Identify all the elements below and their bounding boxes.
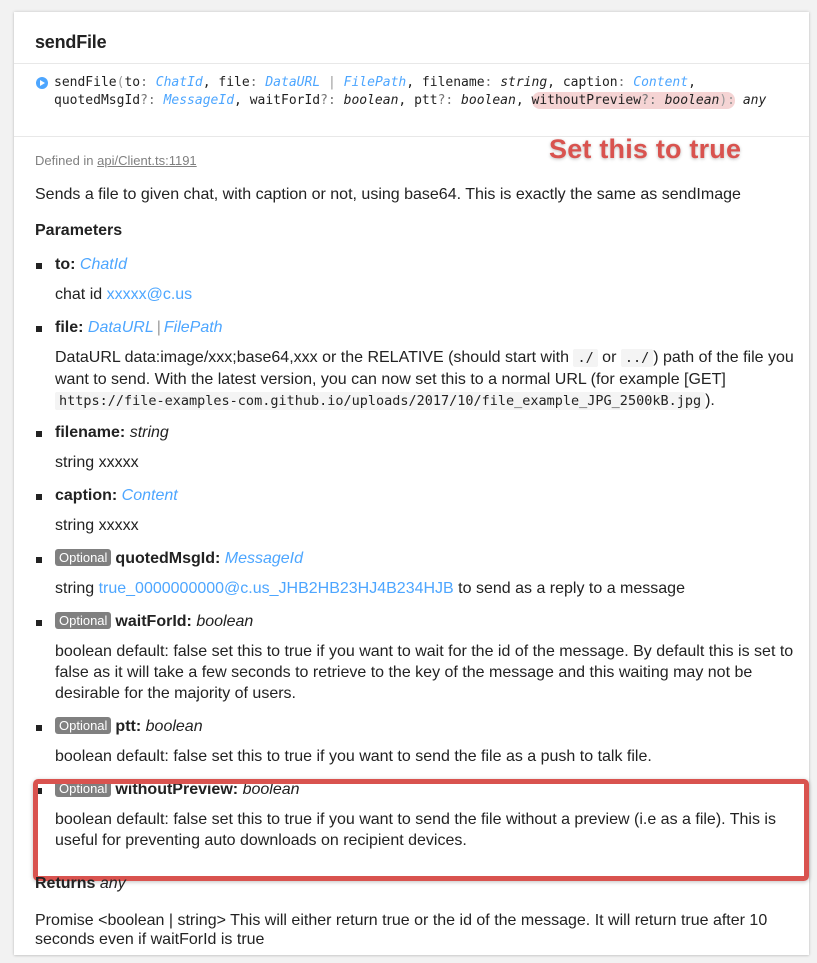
bullet-icon — [36, 494, 42, 500]
chat-id-link[interactable]: xxxxx@c.us — [106, 286, 193, 303]
bullet-icon — [36, 557, 42, 563]
sig-type-link[interactable]: DataURL — [265, 75, 321, 90]
param-caption: caption: Content string xxxxx — [35, 486, 795, 536]
type-link[interactable]: Content — [121, 487, 178, 504]
param-quotedMsgId: Optional quotedMsgId: MessageId string true_0000000000@c.us_JHB2HB23HJ4B234HJB to send as a reply to a message — [35, 549, 795, 599]
method-signature: sendFile(to: ChatId, file: DataURL | FilePath, filename: string, caption: Content, quotedMsgId?: MessageId, waitForId?: boolean, ptt?: boolean, withoutPreview?: boolean): any — [54, 75, 767, 108]
page-title: sendFile — [35, 32, 107, 52]
defined-in: Defined in api/Client.ts:1191 — [35, 153, 197, 168]
sig-return-type: any — [742, 92, 767, 108]
optional-badge: Optional — [55, 717, 111, 734]
message-id-link[interactable]: true_0000000000@c.us_JHB2HB23HJ4B234HJB — [98, 580, 454, 597]
param-ptt: Optional ptt: boolean boolean default: false set this to true if you want to send the file as a push to talk file. — [35, 717, 795, 767]
divider — [14, 63, 809, 64]
method-icon — [36, 77, 48, 89]
type-link[interactable]: ChatId — [79, 256, 128, 273]
param-to: to: ChatId chat id xxxxx@c.us — [35, 255, 795, 305]
annotation-callout: Set this to true — [549, 134, 742, 164]
method-description: Sends a file to given chat, with caption or not, using base64. This is exactly the same as sendImage — [35, 186, 741, 203]
bullet-icon — [36, 431, 42, 437]
source-link[interactable]: api/Client.ts:1191 — [97, 153, 197, 168]
sig-type-link[interactable]: Content — [633, 75, 689, 90]
sig-type-link[interactable]: FilePath — [343, 75, 407, 90]
param-filename: filename: string string xxxxx — [35, 423, 795, 473]
parameters-heading: Parameters — [35, 222, 123, 239]
optional-badge: Optional — [55, 780, 111, 797]
type-link[interactable]: FilePath — [163, 319, 223, 336]
bullet-icon — [36, 788, 42, 794]
sig-fn-name: sendFile — [54, 75, 117, 90]
signature-highlight: withoutPreview?: boolean): — [531, 92, 736, 108]
type-link[interactable]: DataURL — [87, 319, 154, 336]
bullet-icon — [36, 263, 42, 269]
param-file: file: DataURL | FilePath DataURL data:image/xxx;base64,xxx or the RELATIVE (should start with ./ or ../ ) path of the file you want to send. With the latest version, you can now set this to a normal URL (for example [GET] https://file-examples-com.github.io/uploads/2017/10/file_example_JPG_2500kB.jpg ). — [35, 318, 795, 412]
param-withoutPreview: Optional withoutPreview: boolean boolean default: false set this to true if you want to send the file without a preview (i.e as a file). This is useful for preventing auto downloads on recipient devices. — [35, 780, 795, 851]
bullet-icon — [36, 326, 42, 332]
doc-panel — [14, 12, 809, 955]
bullet-icon — [36, 725, 42, 731]
returns-heading: Returns any — [35, 875, 126, 892]
param-waitForId: Optional waitForId: boolean boolean default: false set this to true if you want to wait for the id of the message. By default this is set to false as it will take a few seconds to retrieve to the key of the message and this waiting may not be desirable for the majority of users. — [35, 612, 795, 704]
sig-type-link[interactable]: MessageId — [163, 92, 235, 108]
bullet-icon — [36, 620, 42, 626]
optional-badge: Optional — [55, 612, 111, 629]
returns-description: Promise <boolean | string> This will either return true or the id of the message. It will return true after 10 seconds even if waitForId is true — [35, 912, 768, 948]
sig-type-link[interactable]: ChatId — [155, 75, 203, 90]
optional-badge: Optional — [55, 549, 111, 566]
type-link[interactable]: MessageId — [224, 550, 304, 567]
example-url: https://file-examples-com.github.io/uploads/2017/10/file_example_JPG_2500kB.jpg — [55, 392, 705, 410]
